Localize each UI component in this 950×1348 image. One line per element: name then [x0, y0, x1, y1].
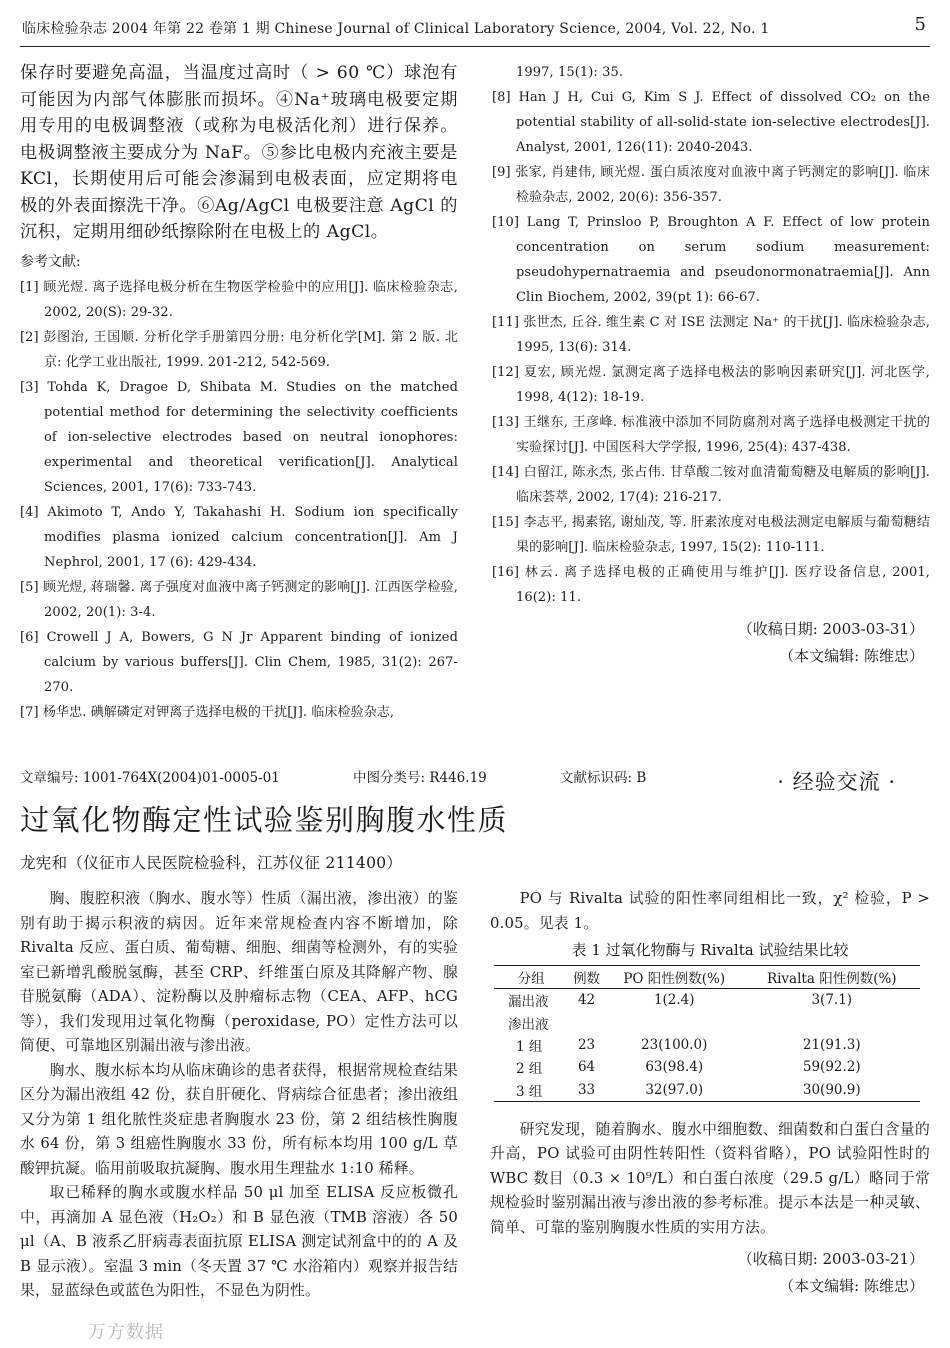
reference-continuation: 1997, 15(1): 35.: [516, 65, 624, 80]
column-header: Rivalta 阳性例数(%): [744, 966, 920, 989]
column-header: PO 阳性例数(%): [605, 966, 744, 989]
received-date: （收稿日期: 2003-03-31）: [737, 620, 924, 638]
table-cell: 2 组: [516, 1061, 543, 1078]
table-cell: 漏出液: [508, 994, 549, 1011]
table-row: [494, 1011, 920, 1033]
paragraph: 取已稀释的胸水或腹水样品 50 μl 加至 ELISA 反应板微孔中，再滴加 A 显色液（H₂O₂）和 B 显色液（TMB 溶液）各 50 μl（A、B 液系乙肝病毒表面抗原 ELISA 测定试剂盒中的的 A 及 B 显示液）。室温 3 min（冬天置 37 ℃ 水浴箱内）观察并报告结果，显蓝绿色或蓝色为阳性，不显色为阴性。: [20, 1184, 458, 1299]
reference-item: [10] Lang T, Prinsloo P, Broughton A F. Effect of low protein concentration on serum sodium measurement: pseudohypernatraemia and pseudonormonatraemia[J]. Ann Clin Biochem, 2002, 39(pt 1): 66-67.: [492, 215, 930, 305]
journal-line: 临床检验杂志 2004 年第 22 卷第 1 期 Chinese Journal of Clinical Laboratory Science, 2004, Vol. 22, No. 1: [22, 21, 770, 37]
table-row: [494, 1079, 920, 1102]
page-number: 5: [914, 14, 926, 35]
reference-item: [2] 彭图治, 王国顺. 分析化学手册第四分册: 电分析化学[M]. 第 2 版. 北京: 化学工业出版社, 1999. 201-212, 542-569.: [20, 329, 458, 370]
prev-article-right-column: [492, 60, 930, 670]
column-header: 分组: [494, 966, 568, 989]
reference-item: [5] 顾光煜, 蒋瑞馨. 离子强度对血液中离子钙测定的影响[J]. 江西医学检验, 2002, 20(1): 3-4.: [20, 579, 458, 620]
reference-item: [13] 王继东, 王彦峰. 标准液中添加不同防腐剂对离子选择电极测定干扰的实验探讨[J]. 中国医科大学学报, 1996, 25(4): 437-438.: [492, 415, 930, 455]
reference-item: [3] Tohda K, Dragoe D, Shibata M. Studies on the matched potential method for determining the selectivity coefficients of ion-selective electrodes based on neutral ionophores: experimental and theoretical verification[J]. Analytical Sciences, 2001, 17(6): 733-743.: [20, 379, 458, 495]
table-cell: 21(91.3): [802, 1036, 861, 1053]
reference-item: [4] Akimoto T, Ando Y, Takahashi H. Sodium ion specifically modifies plasma ionized calcium concentration[J]. Am J Nephrol, 2001, 17 (6): 429-434.: [20, 504, 458, 570]
article-right-column: [490, 887, 930, 1300]
table-cell: 1 组: [516, 1038, 543, 1055]
results-table: [494, 965, 920, 1102]
editor-note: （本文编辑: 陈维忠）: [779, 647, 924, 665]
editor-note: （本文编辑: 陈维忠）: [779, 1277, 924, 1296]
running-header: [22, 14, 930, 42]
table-cell: 30(90.9): [744, 1079, 920, 1102]
table-cell: 59(92.2): [802, 1059, 861, 1076]
table-header-row: [494, 966, 920, 989]
paragraph: 胸水、腹水标本均从临床确诊的患者获得，根据常规检查结果区分为漏出液组 42 份，获自肝硬化、肾病综合征患者；渗出液组又分为第 1 组化脓性炎症患者胸腹水 23 份，第 2 组结核性胸腹水 64 份，第 3 组癌性胸腹水 33 份，所有标本均用 100 g/L 草酸钾抗凝。临用前吸取抗凝胸、腹水用生理盐水 1:10 稀释。: [20, 1061, 458, 1177]
references-title: 参考文献:: [20, 253, 81, 270]
table-cell: 3 组: [494, 1079, 568, 1102]
table-cell: [568, 1011, 605, 1033]
paragraph: 胸、腹腔积液（胸水、腹水等）性质（漏出液，渗出液）的鉴别有助于揭示积液的病因。近年来常规检查内容不断增加，除 Rivalta 反应、蛋白质、葡萄糖、细胞、细菌等检测外，有的实验室已新增乳酸脱氢酶，甚至 CRP、纤维蛋白原及其降解产物、腺苷脱氨酶（ADA）、淀粉酶以及肿瘤标志物（CEA、AFP、hCG 等），我们发现用过氧化物酶（peroxidase, PO）定性方法可以简便、可靠地区别漏出液与渗出液。: [20, 890, 458, 1054]
reference-item: [8] Han J H, Cui G, Kim S J. Effect of dissolved CO₂ on the potential stability of all-solid-state ion-selective electrodes[J]. Analyst, 2001, 126(11): 2040-2043.: [492, 90, 930, 155]
document-code: 文献标识码: B: [560, 770, 647, 786]
reference-item: [11] 张世杰, 丘谷. 维生素 C 对 ISE 法测定 Na⁺ 的干扰[J]. 临床检验杂志, 1995, 13(6): 314.: [492, 315, 930, 355]
paragraph: 研究发现，随着胸水、腹水中细胞数、细菌数和白蛋白含量的升高，PO 试验可由阴性转阳性（资料省略），PO 试验阳性时的 WBC 数目（0.3 × 10⁹/L）和白蛋白浓度（29.5 g/L）略同于常规检验时鉴别漏出液与渗出液的参考标准。提示本法是一种灵敏、简单、可靠的鉴别胸腹水性质的实用方法。: [490, 1120, 930, 1236]
prev-article-left-column: [20, 60, 458, 725]
table-cell: 渗出液: [508, 1016, 549, 1033]
table-row: [494, 1056, 920, 1078]
watermark: 万方数据: [88, 1322, 164, 1343]
reference-item: [15] 李志平, 揭素铭, 谢灿茂, 等. 肝素浓度对电极法测定电解质与葡萄糖结果的影响[J]. 临床检验杂志, 1997, 15(2): 110-111.: [492, 515, 930, 555]
table-caption: 表 1 过氧化物酶与 Rivalta 试验结果比较: [571, 941, 849, 959]
table-cell: 33: [568, 1079, 605, 1102]
table-row: [494, 989, 920, 1012]
reference-item: [7] 杨华忠. 碘解磷定对钾离子选择电极的干扰[J]. 临床检验杂志,: [20, 704, 395, 720]
reference-item: [1] 顾光煜. 离子选择电极分析在生物医学检验中的应用[J]. 临床检验杂志, 2002, 20(S): 29-32.: [20, 279, 458, 320]
table-cell: 63(98.4): [645, 1059, 704, 1076]
table-cell: 42: [577, 992, 596, 1009]
article-meta: [20, 766, 930, 794]
article-title: 过氧化物酶定性试验鉴别胸腹水性质: [20, 803, 509, 837]
clc-number: 中图分类号: R446.19: [353, 770, 487, 786]
header-rule: [20, 46, 930, 47]
table-cell: 1(2.4): [653, 992, 695, 1009]
reference-item: [12] 夏宏, 顾光煜. 氯测定离子选择电极法的影响因素研究[J]. 河北医学, 1998, 4(12): 18-19.: [492, 365, 930, 405]
table-cell: 23: [577, 1036, 596, 1053]
table-cell: 32(97.0): [605, 1079, 744, 1102]
reference-item: [14] 白留江, 陈永杰, 张占伟. 甘草酸二铵对血清葡萄糖及电解质的影响[J]. 临床荟萃, 2002, 17(4): 216-217.: [492, 465, 930, 505]
table-cell: [605, 1011, 744, 1033]
table-cell: 3(7.1): [811, 992, 853, 1009]
column-header: 例数: [568, 966, 605, 989]
reference-item: [6] Crowell J A, Bowers, G N Jr Apparent binding of ionized calcium by various buffers[J]. Clin Chem, 1985, 31(2): 267-270.: [20, 629, 458, 695]
section-tag: · 经验交流 ·: [777, 770, 896, 794]
received-date: （收稿日期: 2003-03-21）: [737, 1250, 924, 1269]
table-cell: [744, 1011, 920, 1033]
article-author: 龙宪和（仪征市人民医院检验科，江苏仪征 211400）: [20, 854, 403, 872]
table-row: [494, 1034, 920, 1056]
prev-article-body: 保存时要避免高温，当温度过高时（ > 60 ℃）球泡有可能因为内部气体膨胀而损坏。④Na⁺玻璃电极要定期用专用的电极调整液（或称为电极活化剂）进行保养。电极调整液主要成分为 NaF。⑤参比电极内充液主要是 KCl，长期使用后可能会渗漏到电极表面，应定期将电极的外表面擦洗干净。⑥Ag/AgCl 电极要注意 AgCl 的沉积，定期用细砂纸擦除附在电极上的 AgCl。: [20, 63, 458, 242]
article-number: 文章编号: 1001-764X(2004)01-0005-01: [20, 770, 280, 786]
article-left-column: [20, 887, 458, 1304]
table-cell: 64: [577, 1059, 596, 1076]
table-cell: 23(100.0): [641, 1036, 708, 1053]
reference-item: [9] 张家, 肖建伟, 顾光煜. 蛋白质浓度对血液中离子钙测定的影响[J]. 临床检验杂志, 2002, 20(6): 356-357.: [492, 165, 930, 205]
reference-item: [16] 林云. 离子选择电极的正确使用与维护[J]. 医疗设备信息, 2001, 16(2): 11.: [492, 565, 930, 605]
paragraph: PO 与 Rivalta 试验的阳性率同组相比一致，χ² 检验，P > 0.05。见表 1。: [490, 890, 930, 932]
